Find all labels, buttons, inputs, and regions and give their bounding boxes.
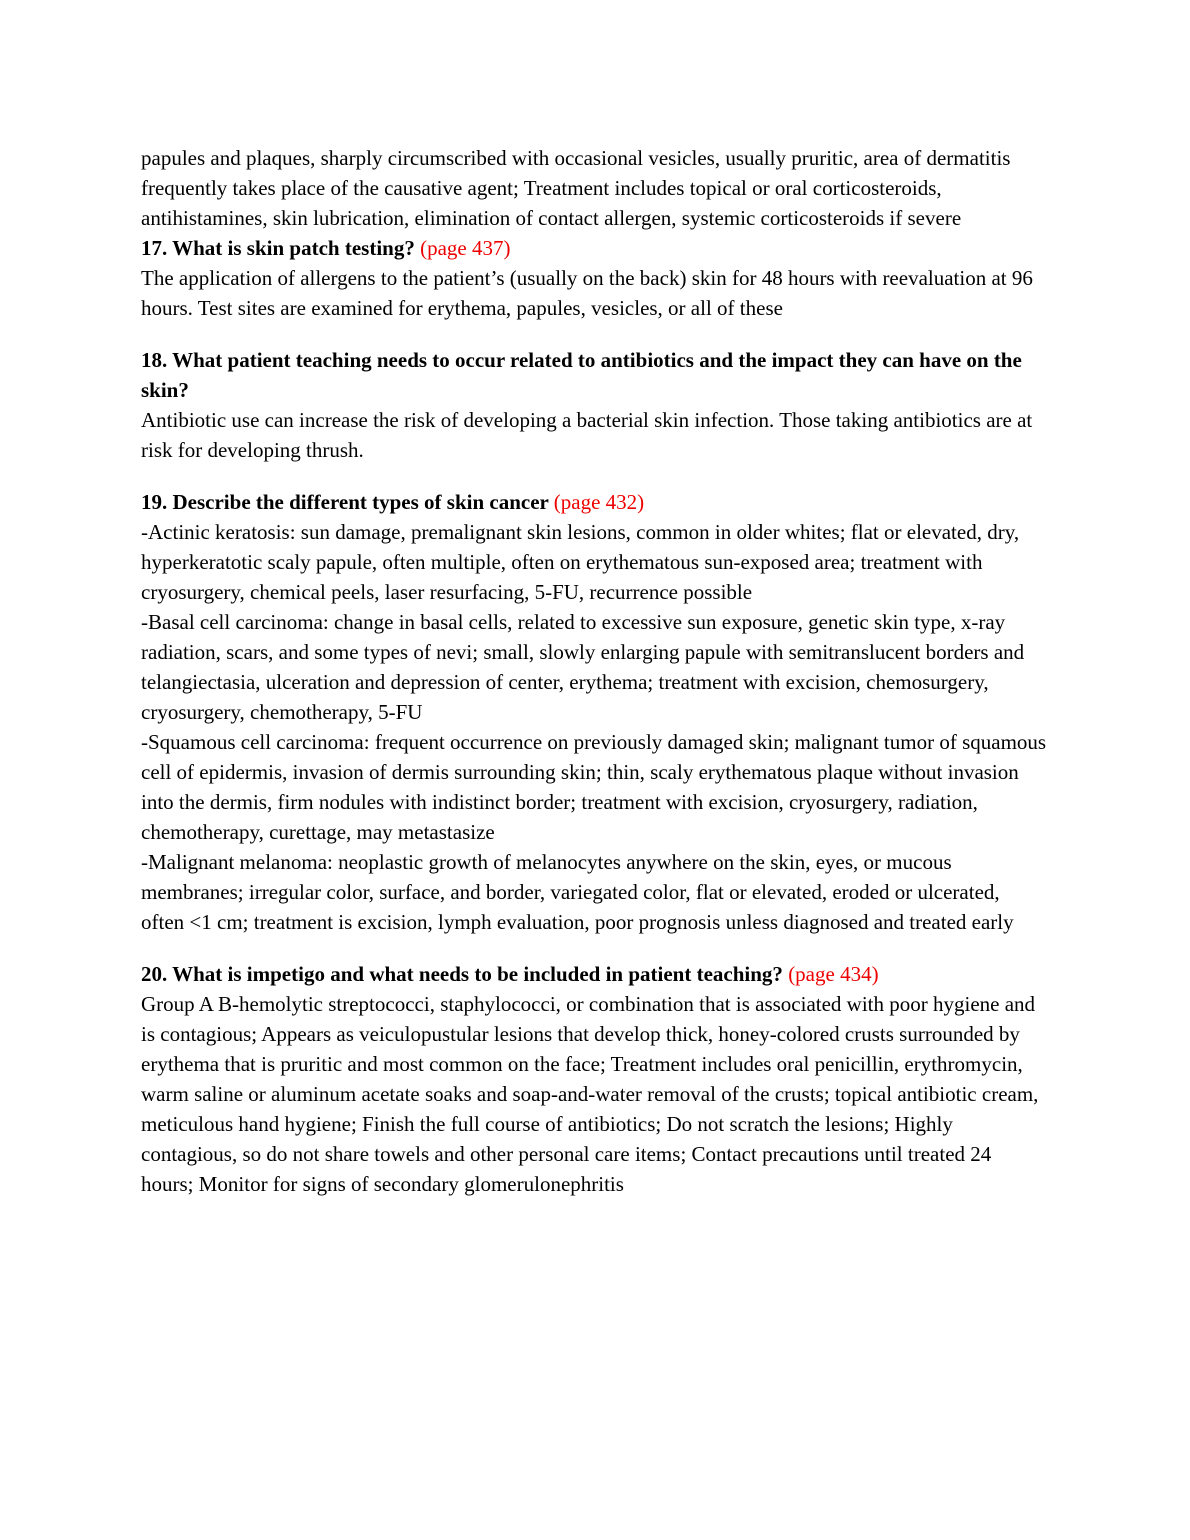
question-19-page-ref: (page 432): [553, 490, 645, 514]
answer-item-malignant-melanoma: -Malignant melanoma: neoplastic growth of melanocytes anywhere on the skin, eyes, or mucous membranes; irregular color, surface, and border, variegated color, flat or elevated, eroded or ulcerated, often <1 cm; treatment is excision, lymph evaluation, poor prognosis unless diagnosed and treated early: [141, 850, 1014, 934]
question-17-section: [141, 233, 1048, 323]
question-17-page-ref: (page 437): [420, 236, 511, 260]
document-content: [141, 143, 1048, 1199]
question-17-answer: The application of allergens to the patient’s (usually on the back) skin for 48 hours with reevaluation at 96 hours. Test sites are examined for erythema, papules, vesicles, or all of these: [141, 266, 1033, 320]
question-20-answer: Group A B-hemolytic streptococci, staphylococci, or combination that is associated with poor hygiene and is contagious; Appears as veiculopustular lesions that develop thick, honey-colored crusts surrounded by erythema that is pruritic and most common on the face; Treatment includes oral penicillin, erythromycin, warm saline or aluminum acetate soaks and soap-and-water removal of the crusts; topical antibiotic cream, meticulous hand hygiene; Finish the full course of antibiotics; Do not scratch the lesions; Highly contagious, so do not share towels and other personal care items; Contact precautions until treated 24 hours; Monitor for signs of secondary glomerulonephritis: [141, 992, 1039, 1196]
question-17-heading: [141, 233, 1048, 263]
intro-paragraph: papules and plaques, sharply circumscribed with occasional vesicles, usually pruritic, area of dermatitis frequently takes place of the causative agent; Treatment includes topical or oral corticosteroids, antihistamines, skin lubrication, elimination of contact allergen, systemic corticosteroids if severe: [141, 146, 1011, 230]
question-19-section: [141, 487, 1048, 937]
question-19-heading: [141, 487, 1048, 517]
question-18-heading: [141, 345, 1048, 405]
question-18-answer: Antibiotic use can increase the risk of developing a bacterial skin infection. Those taking antibiotics are at risk for developing thrush.: [141, 408, 1033, 462]
question-20-heading: [141, 959, 1048, 989]
answer-item-actinic-keratosis: -Actinic keratosis: sun damage, premalignant skin lesions, common in older whites; flat or elevated, dry, hyperkeratotic scaly papule, often multiple, often on erythematous sun-exposed area; treatment with cryosurgery, chemical peels, laser resurfacing, 5-FU, recurrence possible: [141, 520, 1020, 604]
question-18-section: [141, 345, 1048, 465]
answer-item-basal-cell-carcinoma: -Basal cell carcinoma: change in basal cells, related to excessive sun exposure, genetic skin type, x-ray radiation, scars, and some types of nevi; small, slowly enlarging papule with semitranslucent borders and telangiectasia, ulceration and depression of center, erythema; treatment with excision, chemosurgery, cryosurgery, chemotherapy, 5-FU: [141, 610, 1025, 724]
question-20-section: [141, 959, 1048, 1199]
question-19-title: 19. Describe the different types of skin cancer: [141, 490, 549, 514]
answer-item-squamous-cell-carcinoma: -Squamous cell carcinoma: frequent occurrence on previously damaged skin; malignant tumor of squamous cell of epidermis, invasion of dermis surrounding skin; thin, scaly erythematous plaque without invasion into the dermis, firm nodules with indistinct border; treatment with excision, cryosurgery, radiation, chemotherapy, curettage, may metastasize: [141, 730, 1047, 844]
question-17-title: 17. What is skin patch testing?: [141, 236, 415, 260]
question-20-title: 20. What is impetigo and what needs to be included in patient teaching?: [141, 962, 783, 986]
question-20-page-ref: (page 434): [788, 962, 879, 986]
question-18-title: 18. What patient teaching needs to occur related to antibiotics and the impact they can have on the skin?: [141, 348, 1022, 402]
